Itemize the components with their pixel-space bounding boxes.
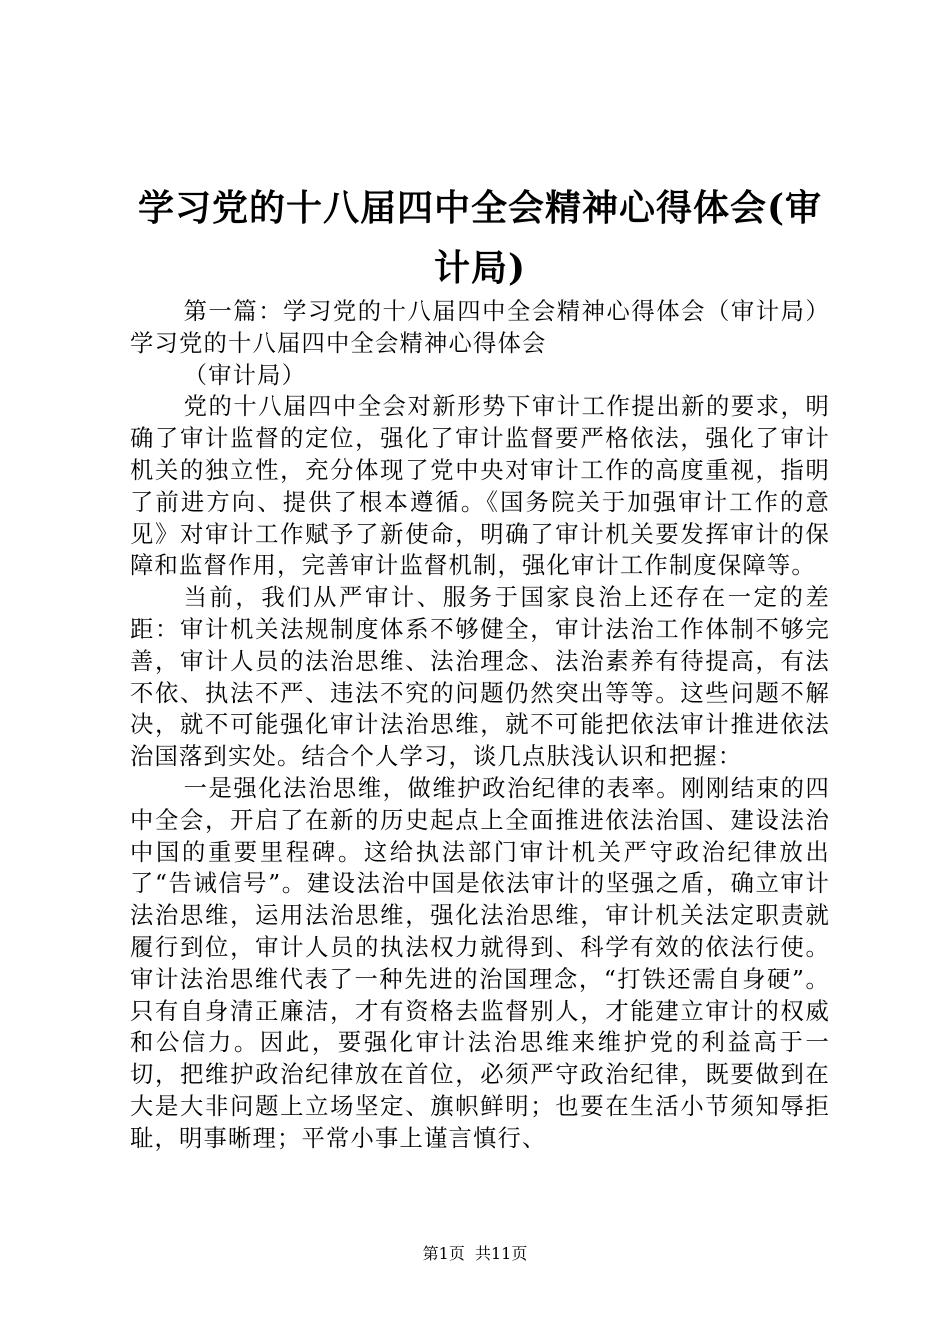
document-title: 学习党的十八届四中全会精神心得体会(审计局) — [137, 187, 823, 289]
paragraph-3: 一是强化法治思维，做维护政治纪律的表率。刚刚结束的四中全会，开启了在新的历史起点上全面推进依法治国、建设法治中国的重要里程碑。这给执法部门审计机关严守政治纪律放出了“告诫信号”。建设法治中国是依法审计的坚强之盾，确立审计法治思维，运用法治思维，强化法治思维，审计机关法定职责就履行到位，审计人员的执法权力就得到、科学有效的依法行使。审计法治思维代表了一种先进的治国理念，“打铁还需自身硬”。只有自身清正廉洁，才有资格去监督别人，才能建立审计的权威和公信力。因此，要强化审计法治思维来维护党的利益高于一切，把维护政治纪律放在首位，必须严守政治纪律，既要做到在大是大非问题上立场坚定、旗帜鲜明；也要在生活小节须知辱拒耻，明事晰理；平常小事上谨言慎行、 — [130, 774, 830, 1152]
paragraph-2: 当前，我们从严审计、服务于国家良治上还存在一定的差距：审计机关法规制度体系不够健全，审计法治工作体制不够完善，审计人员的法治思维、法治理念、法治素养有待提高，有法不依、执法不严、违法不究的问题仍然突出等等。这些问题不解决，就不可能强化审计法治思维，就不可能把依法审计推进依法治国落到实处。结合个人学习，谈几点肤浅认识和把握： — [130, 584, 830, 771]
page-number: 第1页 共11页 — [422, 1244, 528, 1263]
paragraph-1: 党的十八届四中全会对新形势下审计工作提出新的要求，明确了审计监督的定位，强化了审计监督要严格依法，强化了审计机关的独立性，充分体现了党中央对审计工作的高度重视，指明了前进方向、提供了根本遵循。《国务院关于加强审计工作的意见》对审计工作赋予了新使命，明确了审计机关要发挥审计的保障和监督作用，完善审计监督机制，强化审计工作制度保障等。 — [130, 393, 830, 580]
paragraph-intro: 第一篇：学习党的十八届四中全会精神心得体会（审计局）学习党的十八届四中全会精神心得体会 — [130, 298, 830, 357]
page-footer — [0, 1244, 950, 1264]
paragraph-subtitle: （审计局） — [183, 361, 307, 389]
document-body — [130, 296, 830, 1155]
